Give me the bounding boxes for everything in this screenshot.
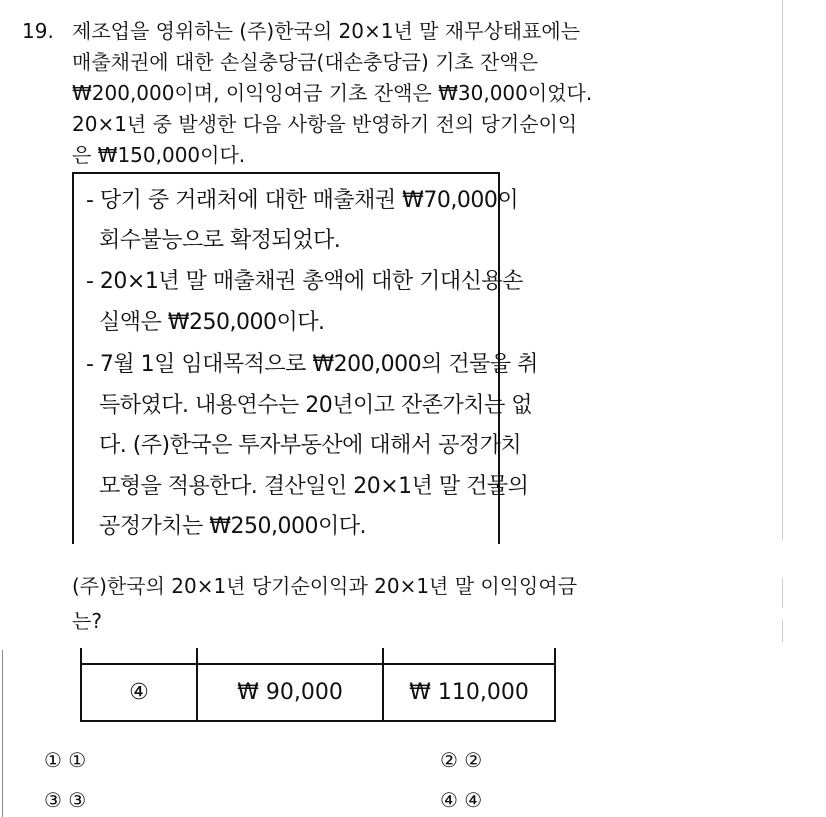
- choice-3[interactable]: ③ ③: [44, 788, 87, 812]
- box-line: 다. (주)한국은 투자부동산에 대해서 공정가치: [86, 433, 522, 458]
- box-line: - 20×1년 말 매출채권 총액에 대한 기대신용손: [86, 269, 523, 294]
- box-line: 득하였다. 내용연수는 20년이고 잔존가치는 없: [86, 393, 532, 418]
- table-cell: ₩ 110,000: [383, 664, 555, 721]
- box-line: - 당기 중 거래처에 대한 매출채권 ₩70,000이: [86, 188, 519, 213]
- choice-2[interactable]: ② ②: [440, 748, 483, 772]
- answer-table: [80, 648, 556, 722]
- right-margin-line-2: [782, 578, 783, 608]
- table-row-partial: [81, 648, 555, 664]
- question-line: ₩200,000이며, 이익잉여금 기초 잔액은 ₩30,000이었다.: [72, 81, 593, 105]
- box-line: 공정가치는 ₩250,000이다.: [86, 514, 366, 539]
- prompt-line-2: 는?: [72, 609, 102, 633]
- choice-4[interactable]: ④ ④: [440, 788, 483, 812]
- question-line: 20×1년 중 발생한 다음 사항을 반영하기 전의 당기순이익: [72, 112, 578, 136]
- question-line: 제조업을 영위하는 (주)한국의 20×1년 말 재무상태표에는: [72, 19, 581, 43]
- table-cell: ④: [81, 664, 197, 721]
- prompt-line-cut: [72, 606, 102, 633]
- table-cell: ₩ 90,000: [197, 664, 383, 721]
- question-line: 매출채권에 대한 손실충당금(대손충당금) 기초 잔액은: [72, 50, 539, 74]
- box-line: 회수불능으로 확정되었다.: [86, 228, 341, 253]
- choice-1[interactable]: ① ①: [44, 748, 87, 772]
- box-line: 모형을 적용한다. 결산일인 20×1년 말 건물의: [86, 474, 529, 499]
- right-margin-line: [782, 0, 783, 540]
- left-margin-line: [2, 650, 3, 817]
- box-line: - 7월 1일 임대목적으로 ₩200,000의 건물을 취: [86, 352, 538, 377]
- question-line: 은 ₩150,000이다.: [72, 143, 246, 167]
- table-row: [81, 664, 555, 721]
- box-line: 실액은 ₩250,000이다.: [86, 310, 325, 335]
- right-margin-line-3: [782, 620, 783, 642]
- question-number: 19.: [22, 19, 54, 43]
- prompt-line: (주)한국의 20×1년 당기순이익과 20×1년 말 이익잉여금: [72, 574, 578, 598]
